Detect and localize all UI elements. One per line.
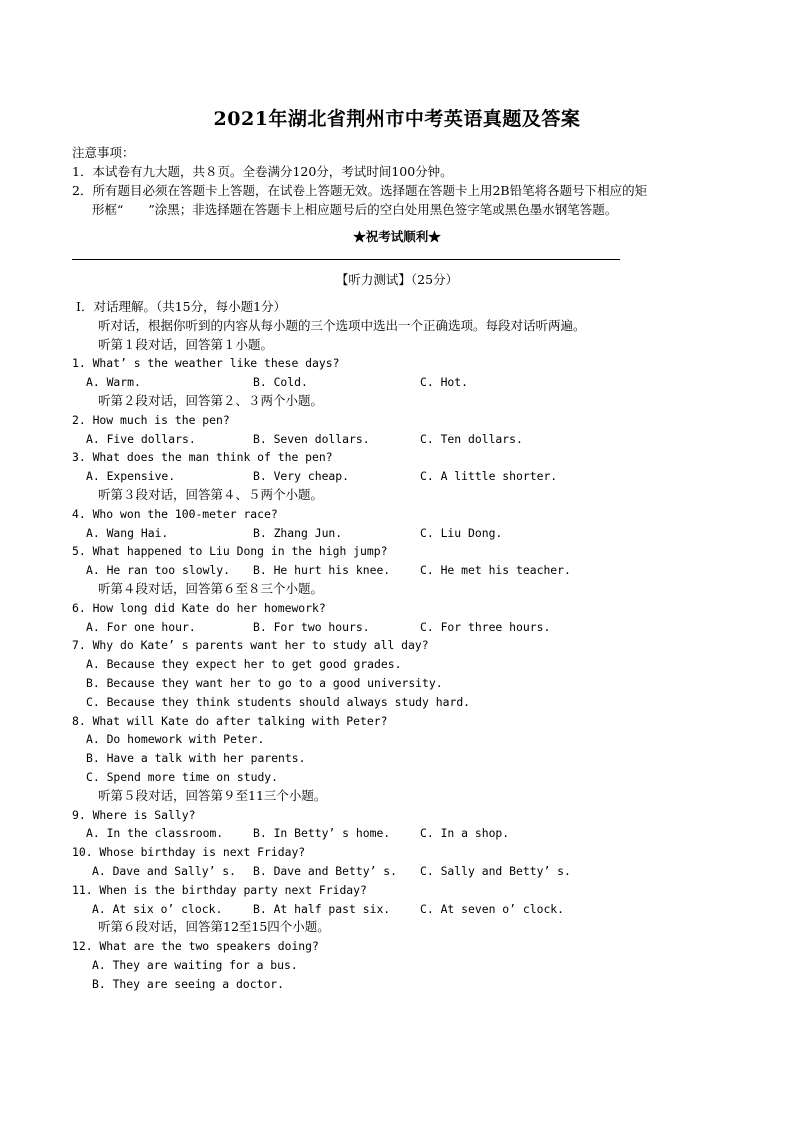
segment-instruction: 听第５段对话，回答第９至11三个小题。 [98, 787, 327, 803]
notes-block [72, 143, 647, 219]
option-b: B. Seven dollars. [253, 431, 370, 446]
question-stem: 9. Where is Sally? [72, 807, 196, 822]
option-a: A. They are waiting for a bus. [92, 957, 298, 972]
question-stem: 4. Who won the 100-meter race? [72, 506, 278, 521]
option-c: C. For three hours. [420, 619, 551, 634]
option-b: B. Cold. [253, 375, 308, 390]
option-row [72, 467, 732, 486]
option-b: B. They are seeing a doctor. [92, 976, 285, 991]
option-c: C. Ten dollars. [420, 431, 523, 446]
option-a: A. Because they expect her to get good grades. [86, 657, 402, 672]
option-row [72, 900, 732, 919]
good-luck-line: ★祝考试顺利★ [353, 229, 441, 244]
option-c: C. Sally and Betty’ s. [420, 863, 571, 878]
option-b: B. In Betty’ s home. [253, 826, 391, 841]
option-row [72, 430, 732, 449]
segment-instruction: 听第２段对话，回答第２、３两个小题。 [98, 392, 324, 408]
question-stem: 6. How long did Kate do her homework? [72, 600, 326, 615]
segment-instruction: 听第１段对话，回答第１小题。 [98, 336, 274, 352]
option-a: A. Dave and Sally’ s. [92, 863, 237, 878]
option-c: C. In a shop. [420, 826, 510, 841]
question-stem: 12. What are the two speakers doing? [72, 939, 319, 954]
question-stem: 7. Why do Kate’ s parents want her to study all day? [72, 638, 429, 653]
option-a: A. Five dollars. [86, 431, 196, 446]
option-b: B. Have a talk with her parents. [86, 751, 306, 766]
option-a: A. Wang Hai. [86, 525, 169, 540]
option-c: C. Hot. [420, 375, 469, 390]
option-row [72, 824, 732, 843]
question-stem: 5. What happened to Liu Dong in the high jump? [72, 544, 388, 559]
question-stem: 3. What does the man think of the pen? [72, 450, 333, 465]
option-c: C. Liu Dong. [420, 525, 503, 540]
option-b: B. He hurt his knee. [253, 563, 391, 578]
option-b: B. Dave and Betty’ s. [253, 863, 398, 878]
option-row [72, 373, 732, 392]
segment-instruction: 听第３段对话，回答第４、５两个小题。 [98, 486, 324, 502]
segment-instruction: 听第６段对话，回答第12至15四个小题。 [98, 919, 330, 935]
question-stem: 2. How much is the pen? [72, 412, 230, 427]
option-b: B. Zhang Jun. [253, 525, 343, 540]
option-b: B. Very cheap. [253, 469, 350, 484]
question-stem: 8. What will Kate do after talking with Peter? [72, 713, 388, 728]
notes-heading: 注意事项： [72, 145, 135, 160]
option-c: C. Spend more time on study. [86, 769, 279, 784]
note-item-1: 1．本试卷有九大题，共８页。全卷满分120分，考试时间100分钟。 [72, 164, 453, 179]
part-title: Ⅰ．对话理解。（共15分，每小题1分） [76, 299, 287, 314]
option-a: A. Do homework with Peter. [86, 732, 265, 747]
note-item-2: 2．所有题目必须在答题卡上答题，在试卷上答题无效。选择题在答题卡上用2B铅笔将各题号下相应的矩 [72, 183, 648, 198]
segment-instruction: 听第４段对话，回答第６至８三个小题。 [98, 580, 324, 596]
divider [72, 259, 620, 260]
option-b: B. At half past six. [253, 901, 391, 916]
question-stem: 10. Whose birthday is next Friday? [72, 845, 306, 860]
option-c: C. At seven o’ clock. [420, 901, 565, 916]
page-title: 2021年湖北省荆州市中考英语真题及答案 [213, 108, 581, 130]
option-c: C. A little shorter. [420, 469, 558, 484]
option-a: A. In the classroom. [86, 826, 224, 841]
question-stem: 1. What’ s the weather like these days? [72, 356, 340, 371]
option-b: B. Because they want her to go to a good university. [86, 675, 443, 690]
option-a: A. At six o’ clock. [92, 901, 223, 916]
section-heading: 【听力测试】（25分） [335, 272, 459, 287]
listening-section [72, 298, 732, 993]
option-a: A. Warm. [86, 375, 141, 390]
option-row [72, 862, 732, 881]
option-a: A. Expensive. [86, 469, 176, 484]
option-row [72, 618, 732, 637]
option-row [72, 561, 732, 580]
option-a: A. He ran too slowly. [86, 563, 231, 578]
option-c: C. He met his teacher. [420, 563, 571, 578]
question-stem: 11. When is the birthday party next Friday? [72, 882, 367, 897]
option-row [72, 524, 732, 543]
note-item-2-continued: 形框“ ”涂黑；非选择题在答题卡上相应题号后的空白处用黑色签字笔或黑色墨水钢笔答题。 [92, 202, 618, 217]
option-b: B. For two hours. [253, 619, 370, 634]
part-instruction: 听对话，根据你听到的内容从每小题的三个选项中选出一个正确选项。每段对话听两遍。 [98, 317, 586, 333]
option-c: C. Because they think students should always study hard. [86, 694, 471, 709]
option-a: A. For one hour. [86, 619, 196, 634]
